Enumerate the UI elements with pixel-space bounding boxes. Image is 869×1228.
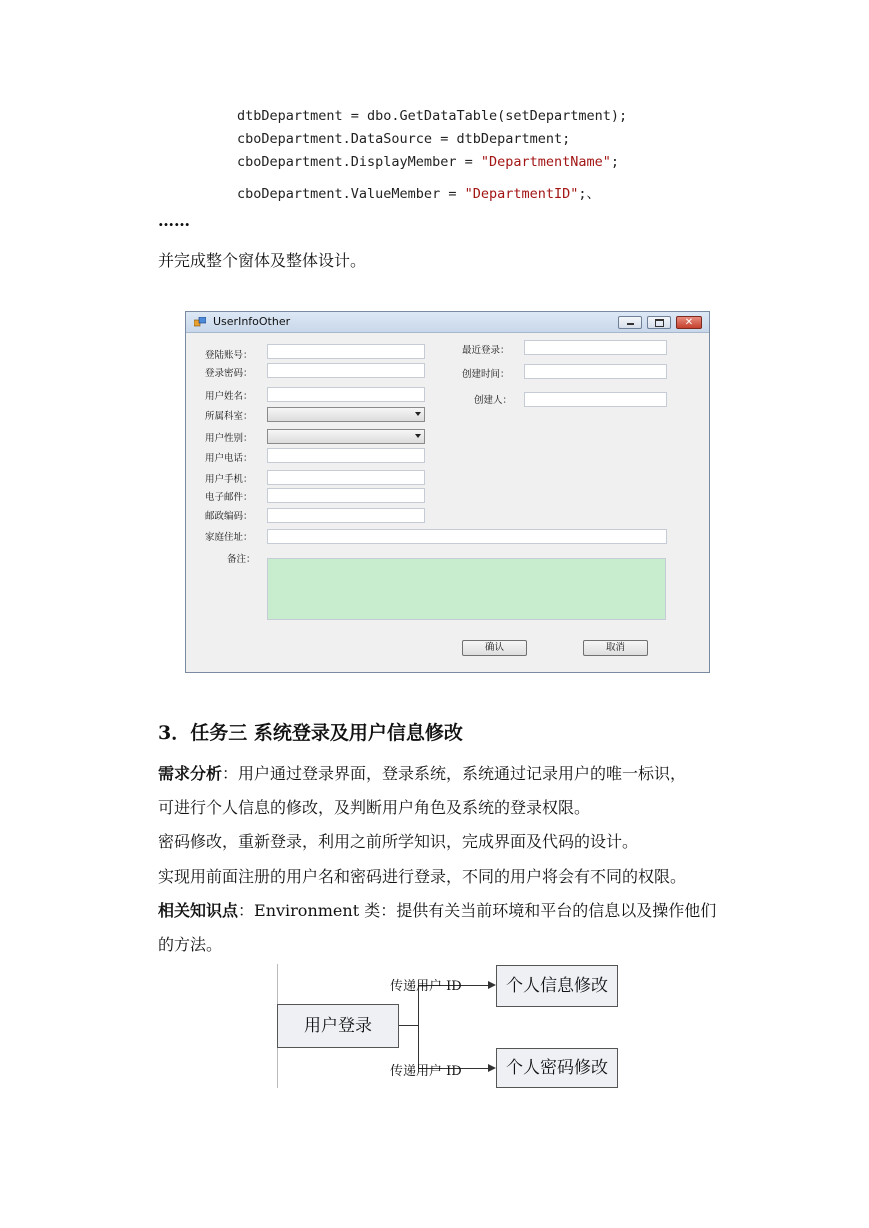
label-login-password: 登录密码：	[205, 368, 253, 379]
connector-vertical	[418, 985, 419, 1069]
chevron-down-icon	[415, 412, 421, 416]
userinfo-window	[185, 311, 710, 673]
connector-horizontal	[399, 1025, 418, 1026]
window-title: UserInfoOther	[213, 315, 291, 328]
node-user-login: 用户登录	[277, 1004, 399, 1048]
label-postcode: 邮政编码：	[205, 511, 253, 522]
ellipsis: ……	[158, 211, 190, 230]
label-last-login: 最近登录：	[462, 345, 510, 356]
knowledge-text: ：Environment 类：提供有关当前环境和平台的信息以及操作他们	[238, 901, 717, 920]
maximize-button[interactable]	[647, 316, 671, 329]
requirement-label: 需求分析	[158, 764, 223, 783]
code-line-2: cboDepartment.DataSource = dtbDepartment;	[237, 131, 571, 147]
code-text: ;、	[578, 186, 601, 202]
cancel-button[interactable]: 取消	[583, 640, 648, 656]
label-create-time: 创建时间：	[462, 369, 510, 380]
window-client	[192, 333, 704, 667]
code-string: "DepartmentName"	[480, 154, 611, 170]
ok-button[interactable]: 确认	[462, 640, 527, 656]
label-user-name: 用户姓名：	[205, 391, 253, 402]
knowledge-paragraph-2: 的方法。	[158, 935, 223, 954]
app-icon	[194, 317, 206, 327]
intro-paragraph: 并完成整个窗体及整体设计。	[158, 251, 367, 270]
edge-label-top: 传递用户 ID	[390, 979, 462, 994]
login-password-input[interactable]	[267, 363, 425, 378]
code-line-1: dtbDepartment = dbo.GetDataTable(setDepartment);	[237, 108, 628, 124]
phone-input[interactable]	[267, 448, 425, 463]
label-gender: 用户性别：	[205, 433, 253, 444]
create-time-input[interactable]	[524, 364, 667, 379]
email-input[interactable]	[267, 488, 425, 503]
requirement-text: ：用户通过登录界面，登录系统，系统通过记录用户的唯一标识，	[222, 764, 687, 783]
requirement-paragraph-2: 可进行个人信息的修改，及判断用户角色及系统的登录权限。	[158, 798, 591, 817]
close-button[interactable]: ✕	[676, 316, 702, 329]
flow-diagram	[274, 964, 624, 1088]
label-mobile: 用户手机：	[205, 474, 253, 485]
code-text: ;	[610, 154, 620, 170]
password-paragraph: 密码修改，重新登录，利用之前所学知识，完成界面及代码的设计。	[158, 832, 639, 851]
code-text: cboDepartment.ValueMember =	[237, 186, 465, 202]
postcode-input[interactable]	[267, 508, 425, 523]
section-heading: 3．任务三 系统登录及用户信息修改	[158, 722, 463, 744]
node-info-edit: 个人信息修改	[496, 965, 618, 1007]
label-email: 电子邮件：	[205, 492, 253, 503]
last-login-input[interactable]	[524, 340, 667, 355]
creator-input[interactable]	[524, 392, 667, 407]
label-creator: 创建人：	[474, 395, 513, 406]
minimize-button[interactable]	[618, 316, 642, 329]
code-string: "DepartmentID"	[464, 186, 579, 202]
department-combobox[interactable]	[267, 407, 425, 422]
login-account-input[interactable]	[267, 344, 425, 359]
requirement-paragraph	[158, 761, 686, 784]
window-titlebar	[186, 312, 709, 333]
label-login-account: 登陆账号：	[205, 350, 253, 361]
code-line-3	[237, 154, 619, 170]
code-text: cboDepartment.DisplayMember =	[237, 154, 481, 170]
gender-combobox[interactable]	[267, 429, 425, 444]
label-remark: 备注：	[227, 554, 256, 565]
arrow-right-icon	[488, 1064, 496, 1072]
label-address: 家庭住址：	[205, 532, 253, 543]
node-password-edit: 个人密码修改	[496, 1048, 618, 1088]
login-paragraph: 实现用前面注册的用户名和密码进行登录，不同的用户将会有不同的权限。	[158, 867, 687, 886]
label-phone: 用户电话：	[205, 453, 253, 464]
address-input[interactable]	[267, 529, 667, 544]
user-name-input[interactable]	[267, 387, 425, 402]
knowledge-label: 相关知识点	[158, 901, 239, 920]
code-line-4	[237, 182, 600, 202]
arrow-right-icon	[488, 981, 496, 989]
label-department: 所属科室：	[205, 411, 253, 422]
mobile-input[interactable]	[267, 470, 425, 485]
chevron-down-icon	[415, 434, 421, 438]
remark-textarea[interactable]	[267, 558, 666, 620]
knowledge-paragraph	[158, 898, 716, 921]
edge-label-bottom: 传递用户 ID	[390, 1064, 462, 1079]
